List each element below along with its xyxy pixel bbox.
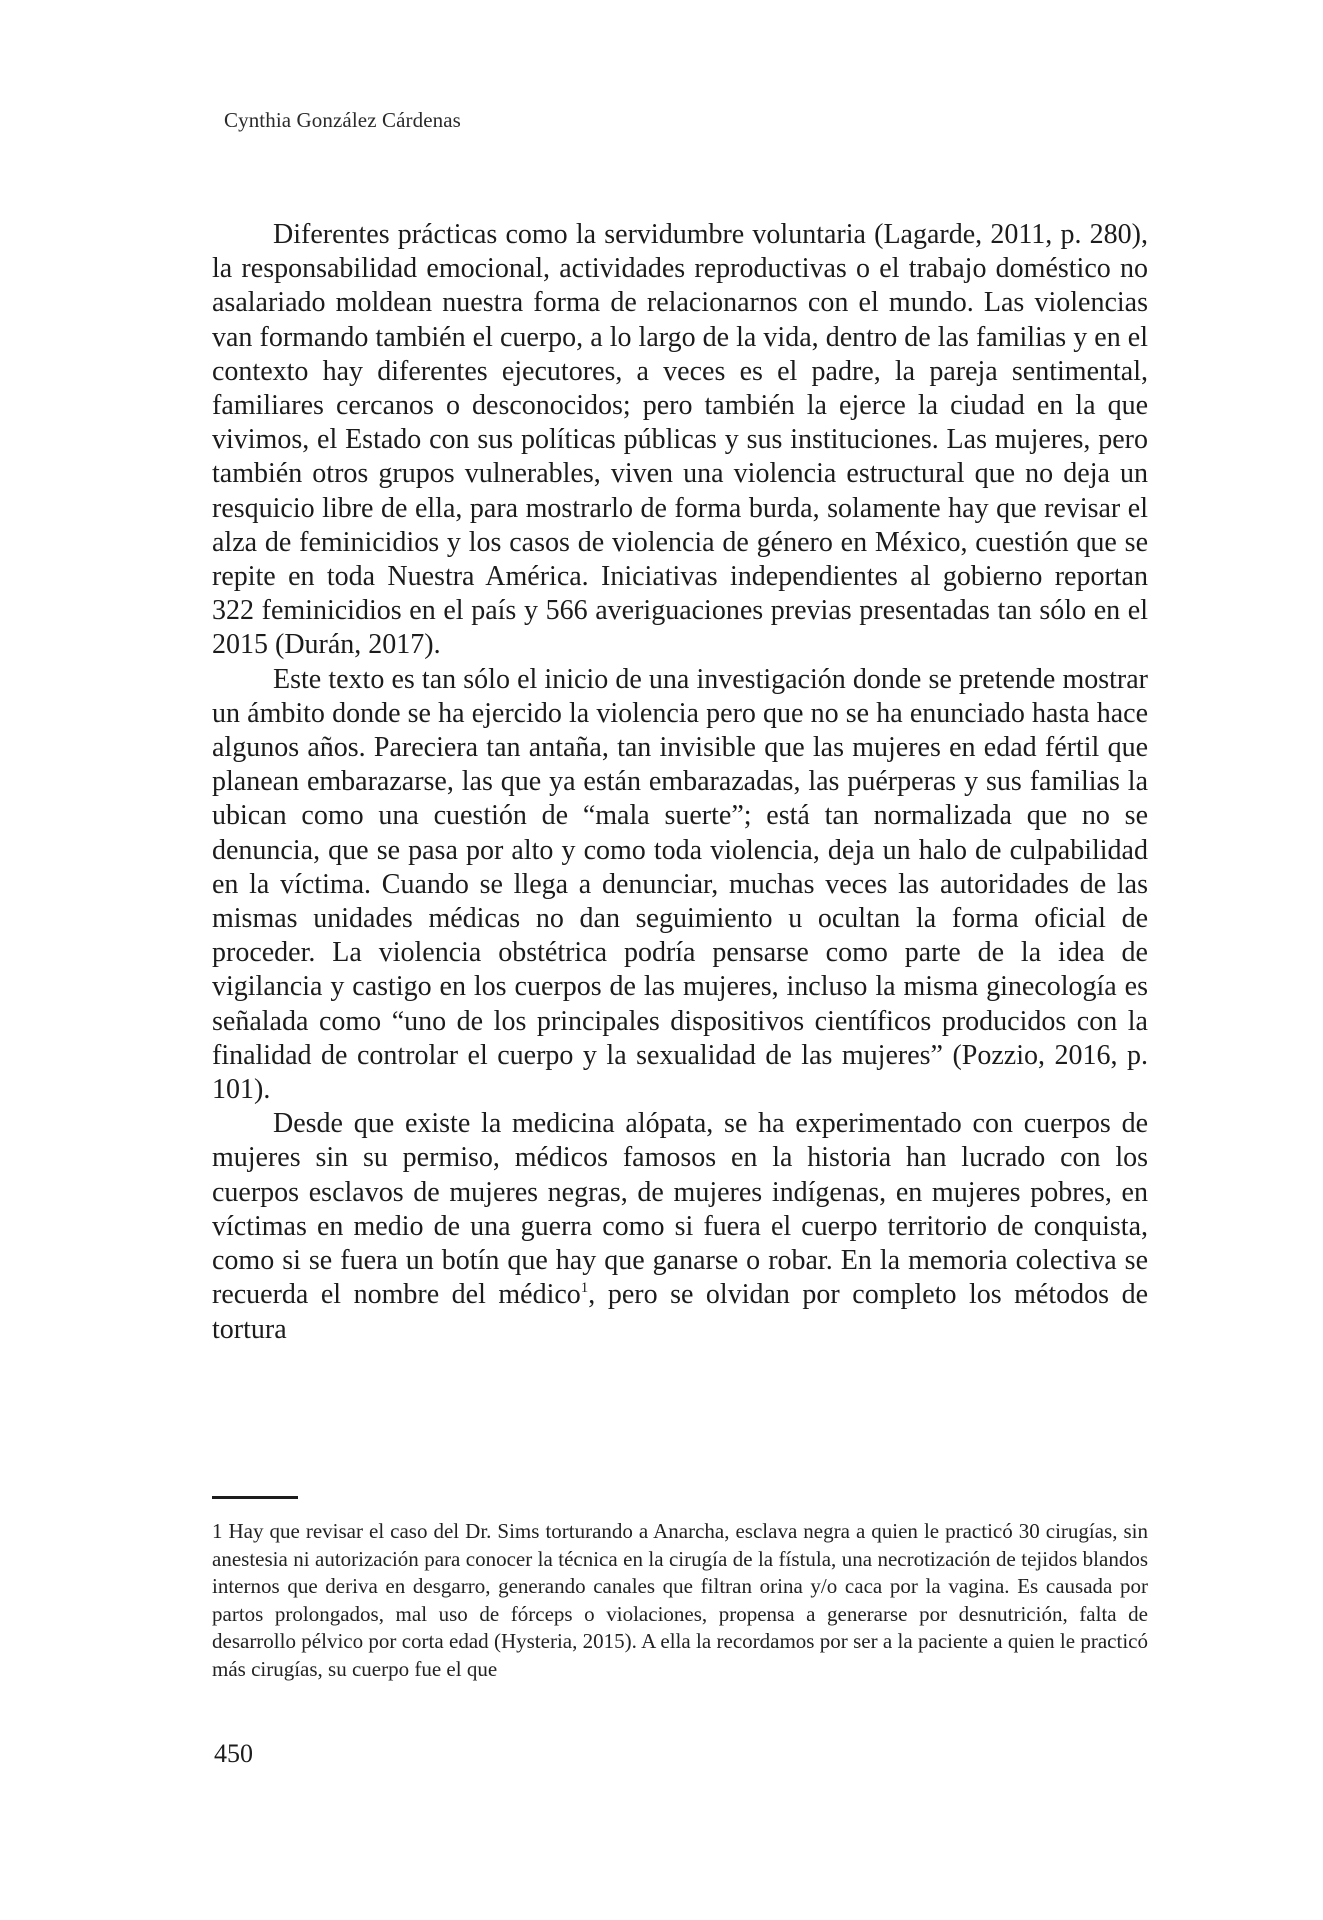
paragraph-text: Desde que existe la medicina alópata, se ha experimentado con cuerpos de mujeres sin su permiso, médicos famosos en la historia han lucrado con los cuerpos esclavos de mujeres negras, de mujeres indígenas, en mujeres pobres, en víctimas en medio de una guerra como si fuera el cuerpo territorio de conquista, como si se fuera un botín que hay que ganarse o robar. En la memoria colectiva se recuerda el nombre del médico: [212, 1108, 1148, 1311]
footnote-number: 1: [212, 1519, 223, 1543]
paragraph: Diferentes prácticas como la servidumbre voluntaria (Lagarde, 2011, p. 280), la responsabilidad emocional, actividades reproductivas o el trabajo doméstico no asalariado moldean nuestra forma de relacionarnos con el mundo. Las violencias van formando también el cuerpo, a lo largo de la vida, dentro de las familias y en el contexto hay diferentes ejecutores, a veces es el padre, la pareja sentimental, familiares cercanos o desconocidos; pero también la ejerce la ciudad en la que vivimos, el Estado con sus políticas públicas y sus instituciones. Las mujeres, pero también otros grupos vulnerables, viven una violencia estructural que no deja un resquicio libre de ella, para mostrarlo de forma burda, solamente hay que revisar el alza de feminicidios y los casos de violencia de género en México, cuestión que se repite en toda Nuestra América. Iniciativas independientes al gobierno reportan 322 feminicidios en el país y 566 averiguaciones previas presentadas tan sólo en el 2015 (Durán, 2017).: [212, 219, 1148, 661]
page-number: 450: [214, 1739, 253, 1768]
footnote-separator: [212, 1496, 298, 1499]
footnote-text: Hay que revisar el caso del Dr. Sims torturando a Anarcha, esclava negra a quien le practicó 30 cirugías, sin anestesia ni autorización para conocer la técnica en la cirugía de la fístula, una necrotización de tejidos blandos internos que deriva en desgarro, generando canales que filtran orina y/o caca por la vagina. Es causada por partos prolongados, mal uso de fórceps o violaciones, propensa a generarse por desnutrición, falta de desarrollo pélvico por corta edad (Hysteria, 2015). A ella la recordamos por ser a la paciente a quien le practicó más cirugías, su cuerpo fue el que: [212, 1519, 1148, 1681]
running-head: Cynthia González Cárdenas: [224, 108, 461, 132]
footnote-reference: 1: [580, 1280, 589, 1297]
paragraph: [212, 1107, 1148, 1346]
paragraph-text-continuation: , pero se olvidan por completo los métodos de tortura: [212, 1279, 1148, 1345]
paragraph: Este texto es tan sólo el inicio de una investigación donde se pretende mostrar un ámbito donde se ha ejercido la violencia pero que no se ha enunciado hasta hace algunos años. Pareciera tan antaña, tan invisible que las mujeres en edad fértil que planean embarazarse, las que ya están embarazadas, las puérperas y sus familias la ubican como una cuestión de “mala suerte”; está tan normalizada que no se denuncia, que se pasa por alto y como toda violencia, deja un halo de culpabilidad en la víctima. Cuando se llega a denunciar, muchas veces las autoridades de las mismas unidades médicas no dan seguimiento u ocultan la forma oficial de proceder. La violencia obstétrica podría pensarse como parte de la idea de vigilancia y castigo en los cuerpos de las mujeres, incluso la misma ginecología es señalada como “uno de los principales dispositivos científicos producidos con la finalidad de controlar el cuerpo y la sexualidad de las mujeres” (Pozzio, 2016, p. 101).: [212, 663, 1148, 1106]
body-text: [212, 218, 1148, 1347]
footnote: [212, 1518, 1148, 1684]
